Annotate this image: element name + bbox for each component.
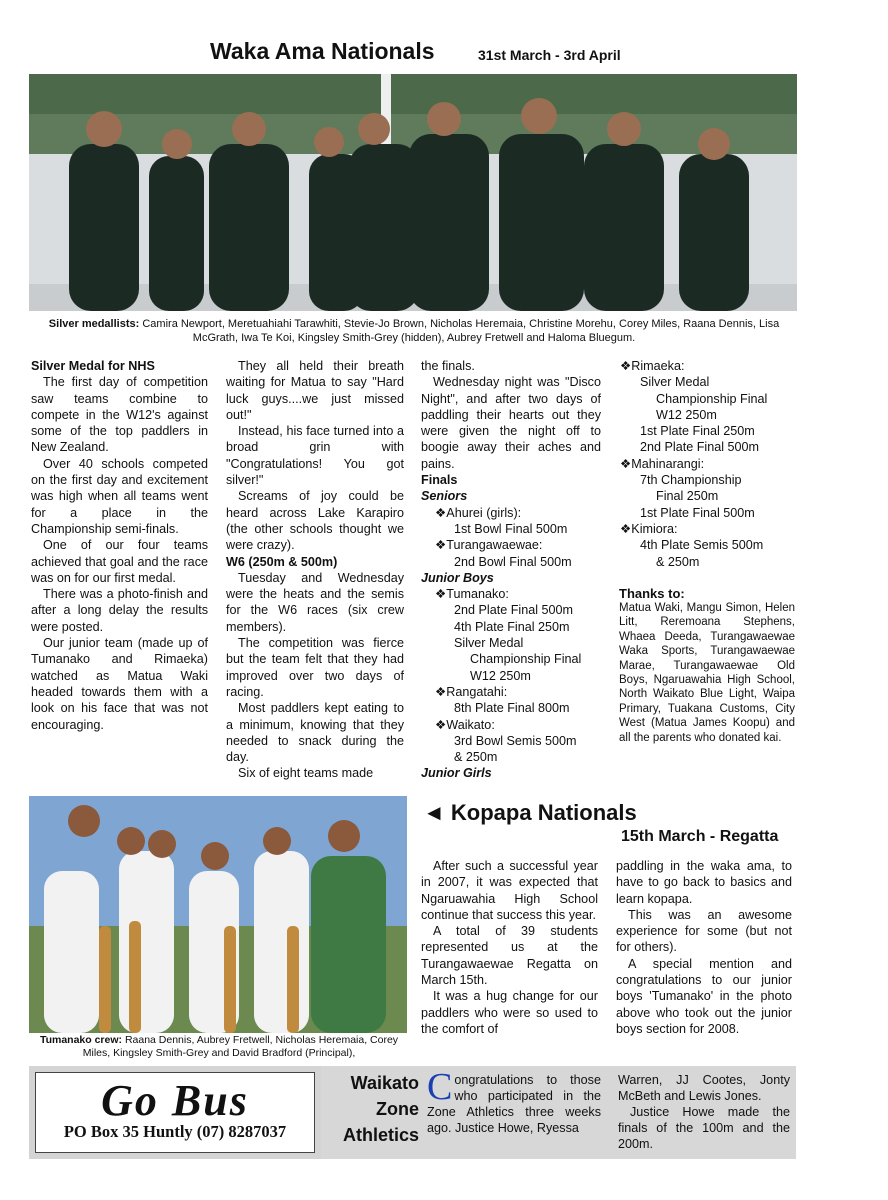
paragraph: It was a hug change for our paddlers who were so used to the comfort of xyxy=(421,989,598,1036)
list-item: 1st Plate Final 250m xyxy=(640,424,755,439)
list-item: 3rd Bowl Semis 500m xyxy=(454,733,577,748)
gobus-ad-box xyxy=(35,1072,315,1153)
caption-lead: Tumanako crew: xyxy=(39,1034,123,1046)
zone-heading-line: Waikato xyxy=(350,1073,419,1093)
list-item: & 250m xyxy=(454,750,498,765)
thanks-block xyxy=(619,586,795,745)
paragraph: This was an awesome experience for some (but not for others). xyxy=(616,907,792,955)
list-item: ❖Rangatahi: xyxy=(435,684,508,699)
column-2 xyxy=(226,358,404,782)
article-date: 31st March - 3rd April xyxy=(478,47,621,63)
zone-athletics-box xyxy=(321,1066,796,1159)
kopapa-heading: Kopapa Nationals xyxy=(450,800,637,825)
article-title: Waka Ama Nationals xyxy=(210,38,435,64)
paragraph: Six of eight teams made xyxy=(238,766,374,781)
section-heading: W6 (250m & 500m) xyxy=(226,554,338,569)
subheading: Junior Girls xyxy=(421,766,492,781)
results-list xyxy=(421,505,601,570)
paragraph: Wednesday night was "Disco Night", and after two days of paddling their hearts out they were given the night off to boogie away their aches and pains. xyxy=(421,375,601,471)
list-item: 2nd Plate Final 500m xyxy=(454,603,574,618)
paragraph: After such a successful year in 2007, it was expected that Ngaruawahia High School continue that success this year. xyxy=(421,859,598,922)
zone-heading xyxy=(325,1070,419,1148)
paragraph: ongratulations to those who participated in the Zone Athletics three weeks ago. Justice Howe, Ryessa xyxy=(427,1073,601,1135)
paragraph: Screams of joy could be heard across Lake Karapiro (the other schools thought we were crazy). xyxy=(226,489,404,553)
paragraph: The first day of competition saw teams combine to compete in the W12's against some of the top paddlers in New Zealand. xyxy=(31,375,208,455)
list-item: ❖Turangawaewae: xyxy=(435,538,543,553)
column-1 xyxy=(31,358,208,733)
zone-heading-line: Zone xyxy=(376,1099,419,1119)
column-4 xyxy=(620,358,796,570)
caption-lead: Silver medallists: xyxy=(48,318,140,330)
paragraph: There was a photo-finish and after a long delay the results were posted. xyxy=(31,587,208,634)
column-3 xyxy=(421,358,601,782)
list-item: 8th Plate Final 800m xyxy=(454,701,570,716)
thanks-text: Matua Waki, Mangu Simon, Helen Litt, Reremoana Stephens, Whaea Deeda, Turangawaewae Waka Sports, Turangawaewae Marae, Turangawaewae Old Boys, Ngaruawahia High School, North Waikato Blue Light, Waipa Primary, Tuakana Customs, City West (Matua James Koopu) and all the parents who donated kai. xyxy=(619,602,795,744)
list-item: ❖Mahinarangi: xyxy=(620,456,705,471)
kopapa-column-1 xyxy=(421,858,598,1037)
photo2-caption xyxy=(30,1034,408,1059)
paragraph: the finals. xyxy=(421,359,475,373)
arrow-left-icon: ◄ xyxy=(423,800,445,825)
zone-column-2 xyxy=(618,1072,790,1152)
paragraph: Warren, JJ Cootes, Jonty McBeth and Lewis Jones. xyxy=(618,1073,790,1103)
paragraph: A total of 39 students represented us at the Turangawaewae Regatta on March 15th. xyxy=(421,924,598,988)
thanks-heading: Thanks to: xyxy=(619,586,685,601)
list-item: W12 250m xyxy=(656,407,717,422)
gobus-address: PO Box 35 Huntly (07) 8287037 xyxy=(63,1122,287,1141)
section-heading: Silver Medal for NHS xyxy=(31,359,155,373)
list-item: 4th Plate Semis 500m xyxy=(640,538,764,553)
list-item: & 250m xyxy=(656,554,700,569)
kopapa-title xyxy=(423,800,637,826)
list-item: Championship Final xyxy=(656,391,768,406)
zone-column-1 xyxy=(427,1066,601,1136)
paragraph: One of our four teams achieved that goal and the race was on for our first medal. xyxy=(31,538,208,585)
list-item: Final 250m xyxy=(656,489,719,504)
results-list xyxy=(620,358,796,570)
paragraph: Most paddlers kept eating to a minimum, knowing that they needed to snack during the day. xyxy=(226,701,404,765)
tumanako-crew-photo xyxy=(29,796,407,1033)
photo1-caption xyxy=(30,317,798,345)
list-item: Silver Medal xyxy=(454,636,524,651)
list-item: 1st Bowl Final 500m xyxy=(454,521,568,536)
list-item: W12 250m xyxy=(470,668,531,683)
list-item: ❖Ahurei (girls): xyxy=(435,505,522,520)
caption-text: Raana Dennis, Aubrey Fretwell, Nicholas Heremaia, Corey Miles, Kingsley Smith-Grey and David Bradford (Principal), xyxy=(82,1034,399,1059)
paragraph: The competition was fierce but the team felt that they had improved over two days of racing. xyxy=(226,636,404,699)
silver-medallists-photo xyxy=(29,74,797,311)
photo-illustration xyxy=(29,74,797,311)
paragraph: Instead, his face turned into a broad grin with "Congratulations! You got silver!" xyxy=(226,424,404,488)
kopapa-column-2 xyxy=(616,858,792,1037)
list-item: Silver Medal xyxy=(640,375,710,390)
paragraph: A special mention and congratulations to our junior boys 'Tumanako' in the photo above who took out the junior boys section for 2008. xyxy=(616,956,792,1036)
list-item: ❖Rimaeka: xyxy=(620,359,685,373)
subheading: Seniors xyxy=(421,489,468,504)
paragraph: Tuesday and Wednesday were the heats and the semis for the W6 races (six crew members). xyxy=(226,570,404,634)
section-heading: Finals xyxy=(421,473,458,488)
subheading: Junior Boys xyxy=(421,570,494,585)
gobus-logo: Go Bus xyxy=(101,1076,249,1125)
kopapa-subtitle: 15th March - Regatta xyxy=(621,828,779,845)
list-item: 7th Championship xyxy=(640,473,742,488)
drop-cap: C xyxy=(427,1066,453,1108)
gobus-ad xyxy=(29,1066,321,1159)
zone-heading-line: Athletics xyxy=(342,1125,419,1145)
list-item: Championship Final xyxy=(470,652,582,667)
list-item: 2nd Plate Final 500m xyxy=(640,440,760,455)
list-item: ❖Tumanako: xyxy=(435,587,509,602)
list-item: ❖Waikato: xyxy=(435,717,495,732)
caption-text: Camira Newport, Meretuahiahi Tarawhiti, Stevie-Jo Brown, Nicholas Heremaia, Christine Morehu, Corey Miles, Raana Dennis, Lisa McGrath, Iwa Te Koi, Kingsley Smith-Grey (hidden), Aubrey Fretwell and Haloma Bluegum. xyxy=(142,318,780,344)
photo-illustration xyxy=(29,796,407,1033)
paragraph: Justice Howe made the finals of the 100m and the 200m. xyxy=(618,1105,790,1151)
list-item: 4th Plate Final 250m xyxy=(454,619,570,634)
list-item: ❖Kimiora: xyxy=(620,521,678,536)
paragraph: They all held their breath waiting for Matua to say "Hard luck guys....we just missed out!" xyxy=(226,359,404,422)
paragraph: Over 40 schools competed on the first day and excitement was high when all teams went for a place in the Championship semi-finals. xyxy=(31,456,208,536)
paragraph: paddling in the waka ama, to have to go back to basics and learn kopapa. xyxy=(616,859,792,906)
results-list xyxy=(421,586,601,765)
list-item: 1st Plate Final 500m xyxy=(640,505,755,520)
list-item: 2nd Bowl Final 500m xyxy=(454,554,572,569)
paragraph: Our junior team (made up of Tumanako and Rimaeka) watched as Matua Waki headed towards them with a look on his face that was not encouraging. xyxy=(31,636,208,732)
